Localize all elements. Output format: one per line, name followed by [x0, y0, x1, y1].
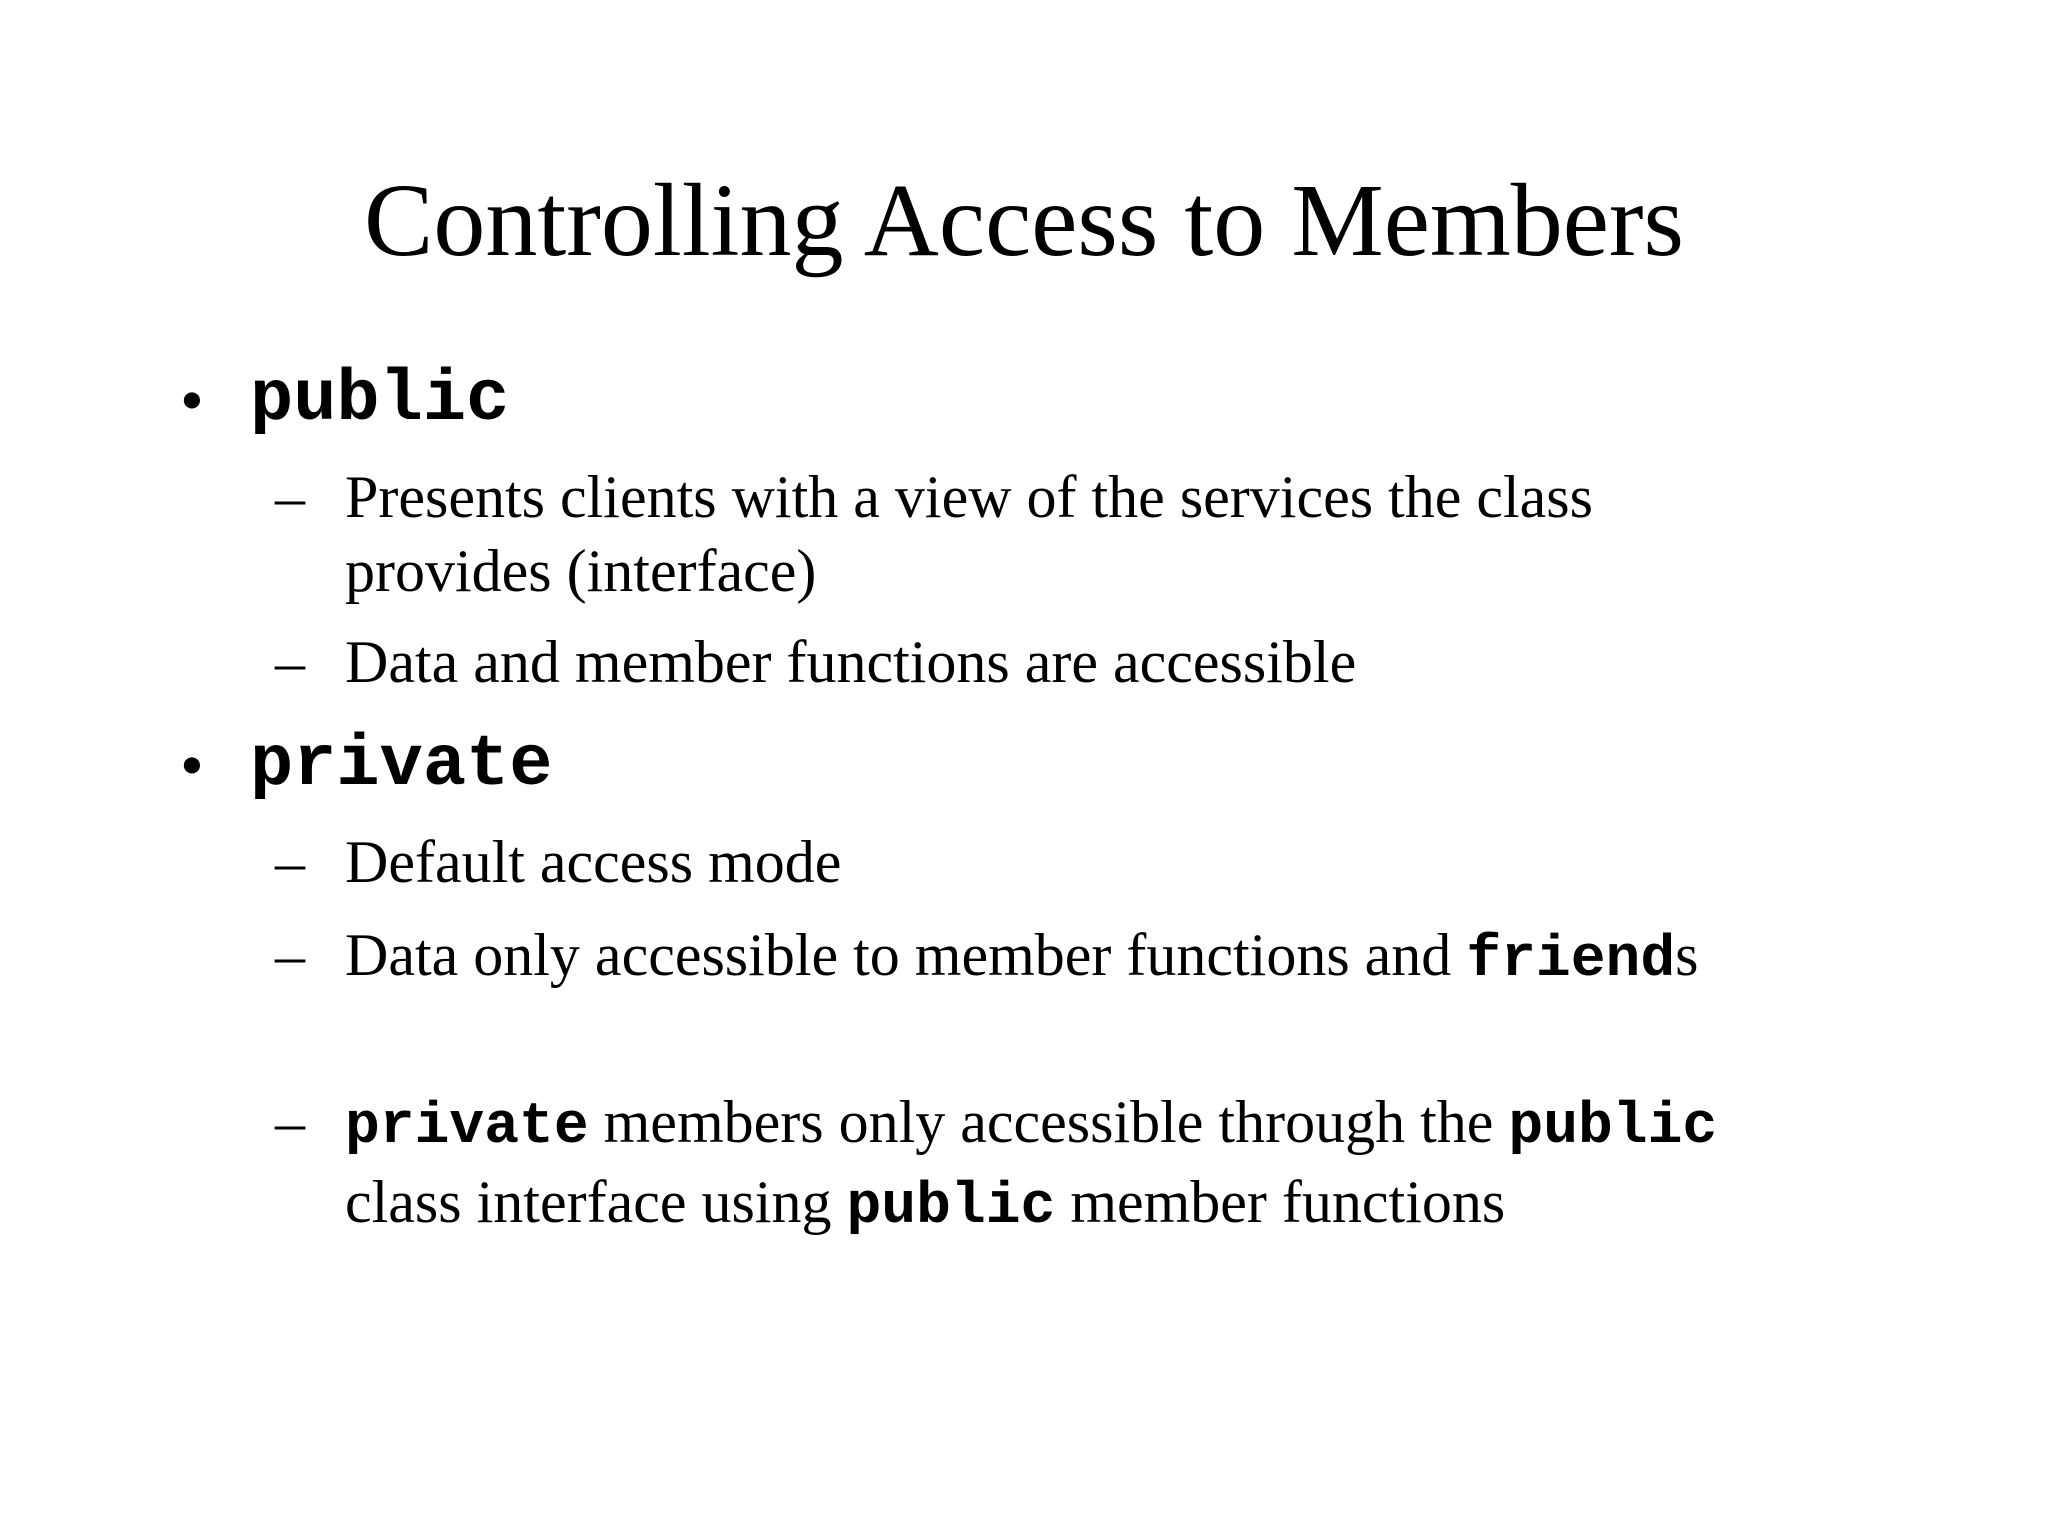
- private-item-3-text-2: class interface using: [345, 1169, 847, 1235]
- dash-mark: –: [275, 829, 305, 895]
- public-item-1-text: Presents clients with a view of the services the class provides (interface): [345, 464, 1593, 604]
- dash-mark: –: [275, 464, 305, 530]
- private-item-3-text-1: members only accessible through the: [588, 1089, 1509, 1155]
- bullet-mark: •: [180, 362, 204, 438]
- private-keyword: private: [250, 724, 553, 806]
- dash-mark: –: [275, 922, 305, 988]
- public-item-2-text: Data and member functions are accessible: [345, 629, 1357, 695]
- friend-keyword: friend: [1466, 928, 1676, 993]
- dash-mark: –: [275, 1089, 305, 1155]
- dash-mark: –: [275, 629, 305, 695]
- private-item-2-text-after: s: [1675, 922, 1699, 988]
- public-keyword: public: [250, 359, 510, 441]
- private-item-1-text: Default access mode: [345, 829, 842, 895]
- private-item-2-text-before: Data only accessible to member functions and: [345, 922, 1467, 988]
- public-code-keyword-2: public: [846, 1175, 1056, 1240]
- private-code-keyword: private: [345, 1095, 589, 1160]
- private-item-3-text: [345, 1085, 1795, 1245]
- slide-title: Controlling Access to Members: [363, 163, 1685, 278]
- public-code-keyword-1: public: [1508, 1095, 1718, 1160]
- private-item-2-text: [345, 918, 1795, 998]
- bullet-mark: •: [180, 727, 204, 803]
- private-item-3-text-3: member functions: [1055, 1169, 1506, 1235]
